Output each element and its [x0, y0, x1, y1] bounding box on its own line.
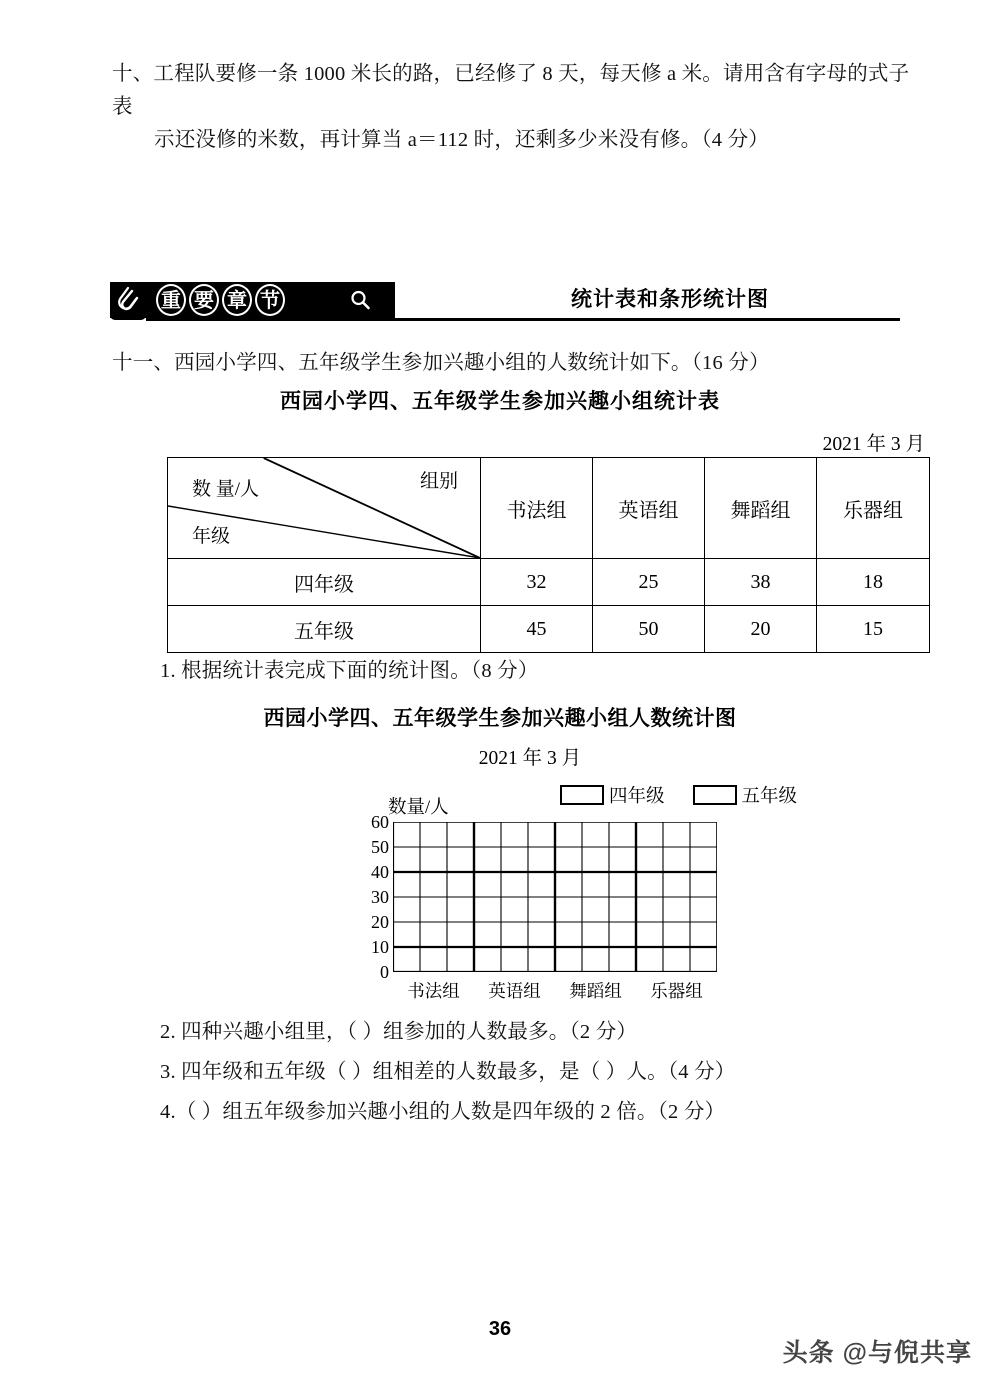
y-tick-30: 30 [371, 887, 389, 907]
chart-legend [560, 782, 797, 808]
search-icon [348, 288, 372, 312]
y-tick-0: 0 [380, 962, 389, 982]
corner-label-group: 组别 [419, 471, 458, 492]
statistics-table-wrapper [167, 457, 929, 653]
paperclip-icon [110, 282, 146, 320]
question-11-sub-4: 4.（ ）组五年级参加兴趣小组的人数是四年级的 2 倍。（2 分） [160, 1101, 726, 1123]
table-col-header-3: 舞蹈组 [705, 458, 817, 559]
legend-swatch-grade4 [560, 785, 604, 805]
chart-y-axis-label: 数量/人 [388, 798, 449, 818]
x-tick-shufa: 书法组 [407, 981, 460, 1001]
corner-count-text: 数 量 [192, 479, 235, 500]
chart-subtitle: 2021 年 3 月 [478, 748, 582, 769]
y-tick-50: 50 [371, 837, 389, 857]
legend-item-grade5 [693, 782, 798, 808]
table-col-header-4: 乐器组 [817, 458, 930, 559]
banner-underline [146, 318, 900, 321]
table-col-header-2: 英语组 [593, 458, 705, 559]
cell-grade5-wudao: 20 [705, 606, 817, 653]
row-label-grade5: 五年级 [168, 606, 481, 653]
legend-label-grade4: 四年级 [609, 787, 665, 807]
banner-char-4: 节 [255, 284, 285, 316]
chart-x-ticks [393, 978, 717, 1003]
question-11-sub-1: 1. 根据统计表完成下面的统计图。（8 分） [160, 660, 539, 682]
corner-slash: / [234, 479, 241, 500]
banner-char-3: 章 [222, 284, 252, 316]
legend-item-grade4 [560, 782, 665, 808]
y-tick-10: 10 [371, 937, 389, 957]
section-title: 统计表和条形统计图 [571, 288, 769, 311]
table-title: 西园小学四、五年级学生参加兴趣小组统计表 [280, 390, 720, 413]
banner-chars [156, 282, 285, 318]
page-number: 36 [488, 1318, 512, 1340]
table-row [168, 606, 930, 653]
x-tick-yingyu: 英语组 [488, 981, 541, 1001]
table-date: 2021 年 3 月 [822, 434, 925, 455]
table-row [168, 559, 930, 606]
question-10-line-1: 十、工程队要修一条 1000 米长的路，已经修了 8 天，每天修 a 米。请用含有字母的式子表 [112, 63, 910, 119]
cell-grade4-shufa: 32 [481, 559, 593, 606]
row-label-grade4: 四年级 [168, 559, 481, 606]
table-header-row [168, 458, 930, 559]
cell-grade5-yueqi: 15 [817, 606, 930, 653]
question-10-line-2: 示还没修的米数，再计算当 a＝112 时，还剩多少米没有修。（4 分） [154, 129, 769, 152]
banner-char-2: 要 [189, 284, 219, 316]
cell-grade4-yueqi: 18 [817, 559, 930, 606]
x-tick-wudao: 舞蹈组 [569, 981, 622, 1001]
statistics-table [167, 457, 930, 653]
banner-char-1: 重 [156, 284, 186, 316]
y-tick-40: 40 [371, 862, 389, 882]
question-11-sub-3: 3. 四年级和五年级（ ）组相差的人数最多，是（ ）人。（4 分） [160, 1061, 736, 1083]
y-tick-60: 60 [371, 812, 389, 832]
corner-label-grade: 年级 [192, 526, 231, 547]
cell-grade4-yingyu: 25 [593, 559, 705, 606]
chart-y-ticks [355, 812, 389, 982]
chart-plot-area [393, 822, 717, 972]
legend-swatch-grade5 [693, 785, 737, 805]
y-tick-20: 20 [371, 912, 389, 932]
table-corner-cell [168, 458, 481, 559]
question-11-stem: 十一、西园小学四、五年级学生参加兴趣小组的人数统计如下。（16 分） [112, 352, 770, 374]
section-banner [110, 282, 900, 328]
table-col-header-1: 书法组 [481, 458, 593, 559]
cell-grade4-wudao: 38 [705, 559, 817, 606]
cell-grade5-shufa: 45 [481, 606, 593, 653]
x-tick-yueqi: 乐器组 [650, 981, 703, 1001]
question-10 [112, 58, 912, 158]
legend-label-grade5: 五年级 [741, 787, 798, 807]
question-11-sub-2: 2. 四种兴趣小组里，（ ）组参加的人数最多。（2 分） [160, 1021, 638, 1043]
watermark: 头条 @与倪共享 [782, 1339, 972, 1367]
cell-grade5-yingyu: 50 [593, 606, 705, 653]
chart-title: 西园小学四、五年级学生参加兴趣小组人数统计图 [263, 707, 737, 730]
corner-unit: 人 [240, 479, 260, 500]
corner-label-count [192, 474, 259, 501]
